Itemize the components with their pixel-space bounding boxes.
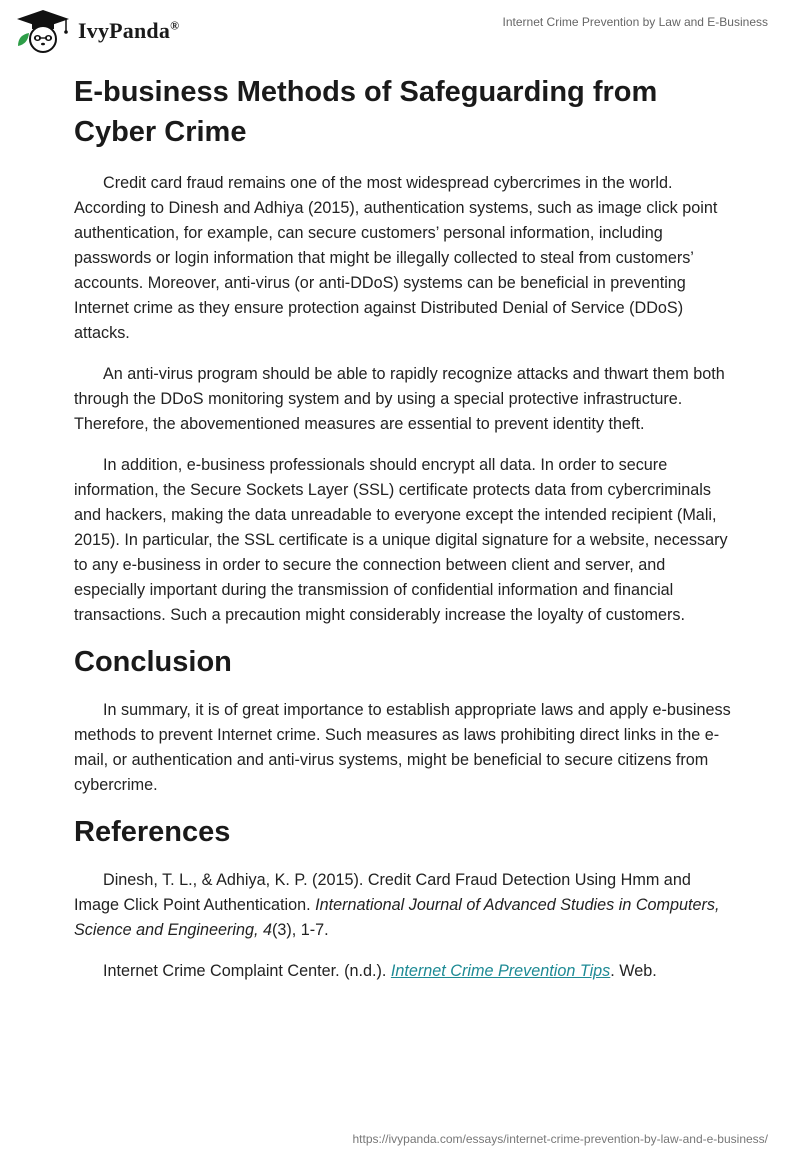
paragraph: Credit card fraud remains one of the most widespread cybercrimes in the world. According to Dinesh and Adhiya (2015), authentication systems, such as image click point authentication, for example, can secure customers’ personal information, including passwords or login information that might be illegally collected to steal from customers’ accounts. Moreover, anti-virus (or anti-DDoS) systems can be beneficial in preventing Internet crime as they ensure protection against Distributed Denial of Service (DDoS) attacks. bbox=[74, 174, 718, 342]
brand-name: IvyPanda® bbox=[78, 18, 180, 43]
registered-mark: ® bbox=[170, 18, 180, 33]
reference-tail: . Web. bbox=[610, 962, 657, 980]
reference-authors: Dinesh, T. L., & Adhiya, K. P. (2015). Credit Card Fraud Detection Using Hmm and Image Click Point Authentication. bbox=[74, 871, 691, 914]
reference-authors: Internet Crime Complaint Center. (n.d.). bbox=[103, 962, 391, 980]
document-title: Internet Crime Prevention by Law and E-Business bbox=[502, 15, 768, 29]
section-heading-ebusiness: E-business Methods of Safeguarding from Cyber Crime bbox=[74, 76, 658, 148]
paragraph: In summary, it is of great importance to establish appropriate laws and apply e-business methods to prevent Internet crime. Such measures as laws prohibiting direct links in the e-mail, or authentication and anti-virus systems, might be beneficial to secure citizens from cybercrime. bbox=[74, 701, 731, 794]
reference-link[interactable]: Internet Crime Prevention Tips bbox=[390, 962, 611, 980]
panda-graduate-icon bbox=[14, 8, 72, 54]
paragraph: In addition, e-business professionals should encrypt all data. In order to secure information, the Secure Sockets Layer (SSL) certificate protects data from cybercriminals and hackers, making the data unreadable to everyone except the intended recipient (Mali, 2015). In particular, the SSL certificate is a unique digital signature for a website, necessary to any e-business in order to secure the connection between client and server, and especially important during the transmission of confidential information and financial transactions. Such a precaution might considerably increase the loyalty of customers. bbox=[74, 456, 728, 624]
section-heading-references: References bbox=[74, 816, 231, 848]
page-header bbox=[0, 0, 800, 60]
reference-item bbox=[74, 959, 734, 984]
reference-journal: International Journal of Advanced Studies in Computers, Science and Engineering, 4 bbox=[74, 896, 720, 939]
reference-item bbox=[74, 868, 734, 943]
reference-tail: (3), 1-7. bbox=[272, 921, 329, 939]
paragraph: An anti-virus program should be able to rapidly recognize attacks and thwart them both through the DDoS monitoring system and by using a special protective infrastructure. Therefore, the abovementioned measures are essential to prevent identity theft. bbox=[74, 365, 725, 433]
ivypanda-logo[interactable] bbox=[14, 8, 179, 54]
section-heading-conclusion: Conclusion bbox=[74, 646, 232, 678]
footer-url: https://ivypanda.com/essays/internet-crime-prevention-by-law-and-e-business/ bbox=[352, 1132, 768, 1146]
article-body bbox=[74, 72, 734, 1000]
